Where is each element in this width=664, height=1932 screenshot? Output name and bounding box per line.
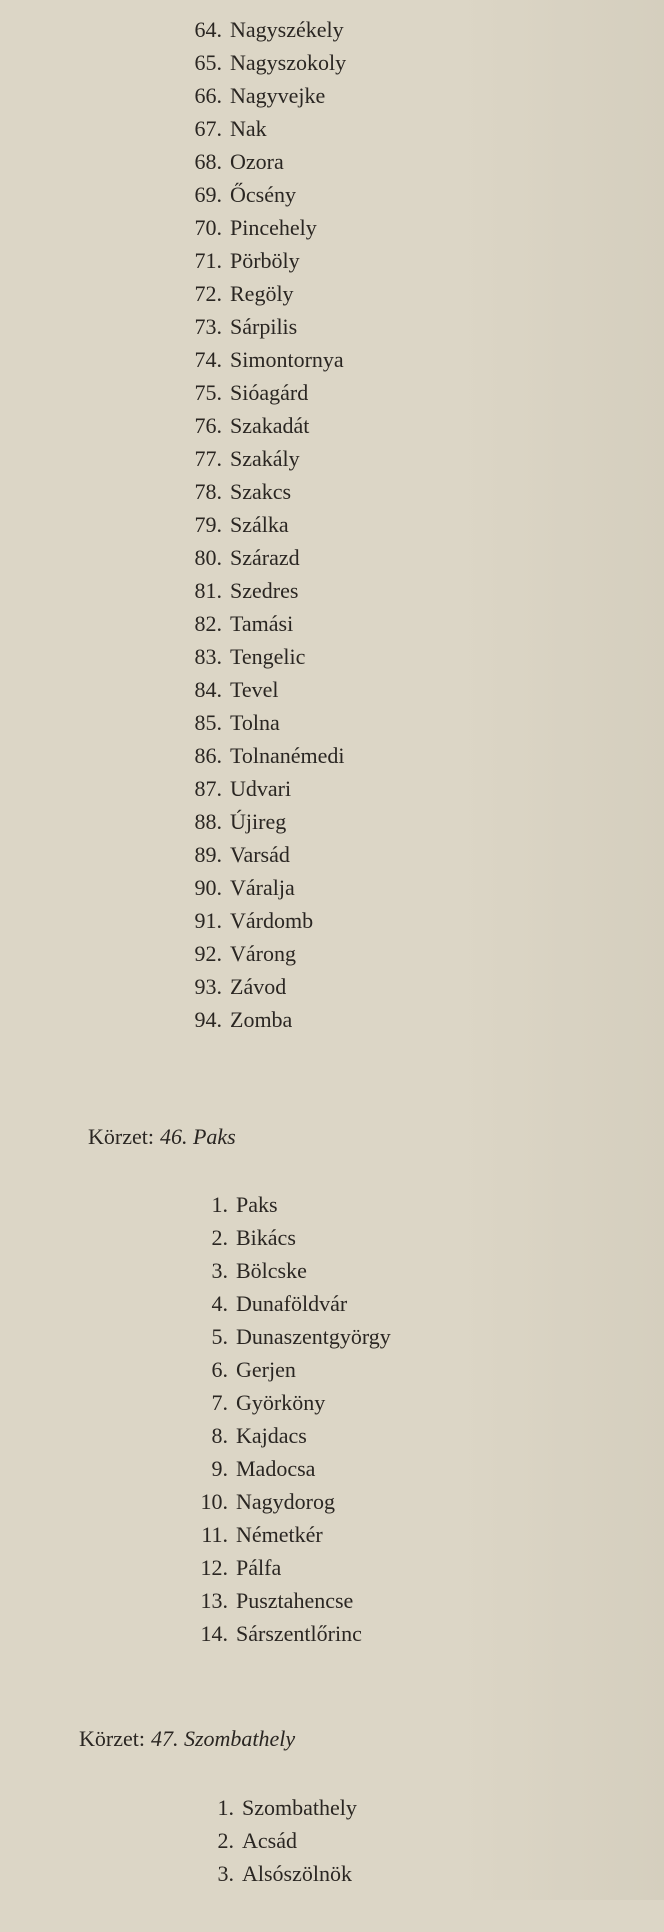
settlement-name: Paks	[236, 1192, 278, 1217]
list-item	[178, 409, 346, 442]
settlement-name: Dunaföldvár	[236, 1291, 348, 1316]
list-item	[193, 1518, 391, 1551]
list-item	[193, 1287, 391, 1320]
list-item	[193, 1386, 391, 1419]
list-item	[178, 277, 346, 310]
settlement-name: Nagyszokoly	[230, 50, 347, 75]
list-item	[178, 673, 346, 706]
district-heading-label: Körzet:	[79, 1726, 145, 1751]
settlement-name: Regöly	[230, 281, 294, 306]
item-number: 5.	[211, 1324, 228, 1349]
item-number: 65.	[194, 50, 222, 75]
settlement-name: Szedres	[230, 578, 299, 603]
list-item	[178, 772, 346, 805]
settlement-list-szombathely	[199, 1791, 357, 1890]
settlement-name: Nagyszékely	[230, 17, 344, 42]
settlement-name: Gerjen	[236, 1357, 296, 1382]
item-number: 12.	[200, 1555, 228, 1580]
settlement-name: Szárazd	[230, 545, 300, 570]
settlement-name: Sárszentlőrinc	[236, 1621, 362, 1646]
settlement-name: Németkér	[236, 1522, 323, 1547]
item-number: 73.	[194, 314, 222, 339]
settlement-name: Újireg	[230, 809, 287, 834]
list-item	[178, 112, 346, 145]
settlement-name: Szakadát	[230, 413, 310, 438]
settlement-name: Szálka	[230, 512, 289, 537]
list-item	[178, 805, 346, 838]
settlement-name: Sióagárd	[230, 380, 309, 405]
item-number: 6.	[211, 1357, 228, 1382]
list-item	[193, 1188, 391, 1221]
settlement-name: Závod	[230, 974, 287, 999]
item-number: 11.	[201, 1522, 228, 1547]
district-heading-label: Körzet:	[88, 1124, 154, 1149]
item-number: 83.	[194, 644, 222, 669]
district-heading-value: 47. Szombathely	[150, 1726, 296, 1751]
list-item	[193, 1320, 391, 1353]
settlement-name: Tolna	[230, 710, 280, 735]
item-number: 1.	[217, 1795, 234, 1820]
item-number: 78.	[194, 479, 222, 504]
item-number: 9.	[211, 1456, 228, 1481]
item-number: 69.	[194, 182, 222, 207]
district-heading-szombathely	[79, 1726, 295, 1752]
list-item	[178, 376, 346, 409]
list-item	[178, 937, 346, 970]
settlement-list-continued	[178, 13, 346, 1036]
settlement-name: Tamási	[230, 611, 294, 636]
item-number: 89.	[194, 842, 222, 867]
settlement-name: Szakály	[230, 446, 300, 471]
item-number: 2.	[217, 1828, 234, 1853]
list-item	[178, 46, 346, 79]
item-number: 8.	[211, 1423, 228, 1448]
bleed-through-shadow	[454, 0, 664, 1900]
item-number: 90.	[194, 875, 222, 900]
list-item	[193, 1485, 391, 1518]
settlement-name: Várdomb	[230, 908, 314, 933]
settlement-name: Nak	[230, 116, 267, 141]
settlement-name: Zomba	[230, 1007, 293, 1032]
settlement-name: Acsád	[242, 1828, 297, 1853]
list-item	[178, 79, 346, 112]
item-number: 74.	[194, 347, 222, 372]
list-item	[178, 970, 346, 1003]
settlement-name: Pincehely	[230, 215, 317, 240]
district-heading-value: 46. Paks	[159, 1124, 236, 1149]
list-item	[178, 574, 346, 607]
item-number: 3.	[217, 1861, 234, 1886]
settlement-name: Madocsa	[236, 1456, 316, 1481]
settlement-name: Varsád	[230, 842, 290, 867]
settlement-name: Simontornya	[230, 347, 344, 372]
item-number: 82.	[194, 611, 222, 636]
list-item	[178, 640, 346, 673]
settlement-name: Pálfa	[236, 1555, 282, 1580]
list-item	[178, 1003, 346, 1036]
item-number: 72.	[194, 281, 222, 306]
district-heading-paks	[88, 1124, 236, 1150]
list-item	[199, 1857, 357, 1890]
settlement-name: Dunaszentgyörgy	[236, 1324, 391, 1349]
list-item	[193, 1353, 391, 1386]
settlement-name: Váralja	[230, 875, 295, 900]
settlement-name: Sárpilis	[230, 314, 298, 339]
list-item	[178, 541, 346, 574]
list-item	[199, 1791, 357, 1824]
item-number: 2.	[211, 1225, 228, 1250]
item-number: 81.	[194, 578, 222, 603]
list-item	[178, 475, 346, 508]
list-item	[178, 706, 346, 739]
item-number: 77.	[194, 446, 222, 471]
item-number: 14.	[200, 1621, 228, 1646]
item-number: 4.	[211, 1291, 228, 1316]
settlement-name: Györköny	[236, 1390, 326, 1415]
list-item	[178, 442, 346, 475]
list-item	[193, 1452, 391, 1485]
list-item	[178, 178, 346, 211]
item-number: 64.	[194, 17, 222, 42]
item-number: 84.	[194, 677, 222, 702]
settlement-list-paks	[193, 1188, 391, 1650]
settlement-name: Udvari	[230, 776, 292, 801]
item-number: 3.	[211, 1258, 228, 1283]
list-item	[178, 739, 346, 772]
item-number: 10.	[200, 1489, 228, 1514]
list-item	[199, 1824, 357, 1857]
item-number: 67.	[194, 116, 222, 141]
list-item	[193, 1584, 391, 1617]
list-item	[178, 871, 346, 904]
item-number: 94.	[194, 1007, 222, 1032]
item-number: 70.	[194, 215, 222, 240]
list-item	[178, 13, 346, 46]
settlement-name: Őcsény	[230, 182, 296, 207]
settlement-name: Nagyvejke	[230, 83, 326, 108]
list-item	[193, 1254, 391, 1287]
item-number: 66.	[194, 83, 222, 108]
item-number: 80.	[194, 545, 222, 570]
settlement-name: Pörböly	[230, 248, 300, 273]
list-item	[178, 211, 346, 244]
item-number: 76.	[194, 413, 222, 438]
item-number: 88.	[194, 809, 222, 834]
settlement-name: Szombathely	[242, 1795, 357, 1820]
settlement-name: Szakcs	[230, 479, 292, 504]
list-item	[178, 310, 346, 343]
list-item	[178, 145, 346, 178]
item-number: 87.	[194, 776, 222, 801]
settlement-name: Várong	[230, 941, 296, 966]
item-number: 13.	[200, 1588, 228, 1613]
item-number: 86.	[194, 743, 222, 768]
settlement-name: Kajdacs	[236, 1423, 307, 1448]
list-item	[178, 607, 346, 640]
list-item	[178, 343, 346, 376]
item-number: 75.	[194, 380, 222, 405]
list-item	[193, 1419, 391, 1452]
list-item	[178, 508, 346, 541]
settlement-name: Pusztahencse	[236, 1588, 354, 1613]
item-number: 92.	[194, 941, 222, 966]
list-item	[193, 1551, 391, 1584]
item-number: 91.	[194, 908, 222, 933]
list-item	[193, 1221, 391, 1254]
settlement-name: Tolnanémedi	[230, 743, 345, 768]
list-item	[193, 1617, 391, 1650]
list-item	[178, 244, 346, 277]
settlement-name: Alsószölnök	[242, 1861, 352, 1886]
list-item	[178, 904, 346, 937]
item-number: 1.	[211, 1192, 228, 1217]
settlement-name: Nagydorog	[236, 1489, 335, 1514]
item-number: 71.	[194, 248, 222, 273]
settlement-name: Tengelic	[230, 644, 306, 669]
settlement-name: Bikács	[236, 1225, 296, 1250]
settlement-name: Tevel	[230, 677, 279, 702]
settlement-name: Bölcske	[236, 1258, 307, 1283]
item-number: 79.	[194, 512, 222, 537]
item-number: 85.	[194, 710, 222, 735]
list-item	[178, 838, 346, 871]
settlement-name: Ozora	[230, 149, 284, 174]
item-number: 68.	[194, 149, 222, 174]
item-number: 7.	[211, 1390, 228, 1415]
item-number: 93.	[194, 974, 222, 999]
